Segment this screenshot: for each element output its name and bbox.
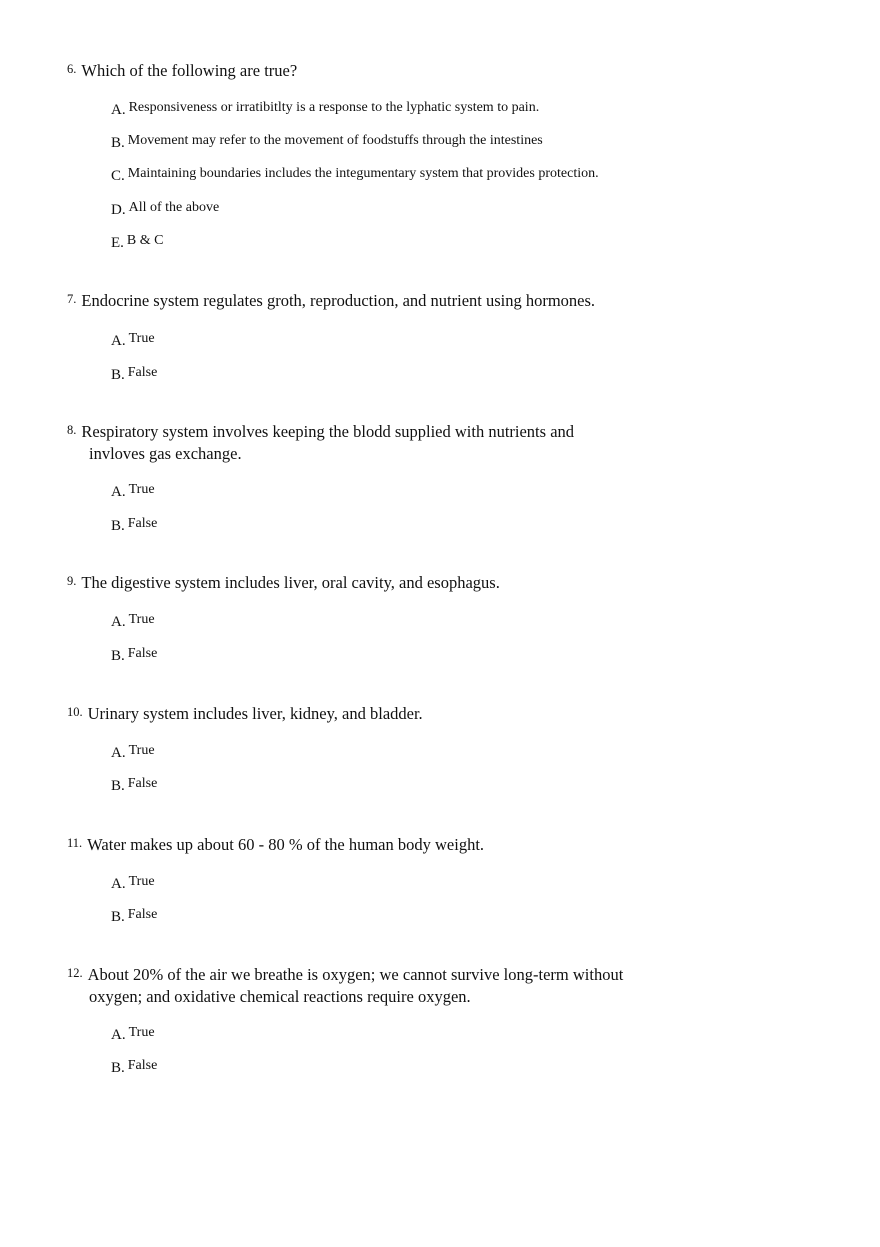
option-a[interactable] [111, 99, 539, 119]
question-number: 9. [67, 574, 77, 588]
question-text: About 20% of the air we breathe is oxygen; we cannot survive long-term without [87, 965, 624, 984]
option-text: All of the above [128, 200, 220, 215]
question-11-stem [67, 832, 707, 856]
option-letter: A. [111, 614, 126, 630]
option-letter: A. [111, 333, 126, 349]
question-number: 10. [67, 705, 83, 719]
question-number: 11. [67, 836, 83, 850]
question-text: Respiratory system involves keeping the blodd supplied with nutrients and [81, 422, 575, 441]
question-7-stem [67, 288, 707, 312]
option-a[interactable] [111, 742, 155, 762]
option-text: False [127, 1058, 158, 1073]
option-letter: B. [111, 367, 125, 383]
option-letter: A. [111, 745, 126, 761]
question-6-stem [67, 58, 707, 82]
option-b[interactable] [111, 364, 157, 384]
option-b[interactable] [111, 132, 543, 152]
option-a[interactable] [111, 1024, 155, 1044]
option-d[interactable] [111, 199, 219, 219]
option-letter: A. [111, 484, 126, 500]
option-text: True [128, 331, 155, 346]
option-letter: A. [111, 102, 126, 118]
option-c[interactable] [111, 165, 599, 185]
question-number: 12. [67, 966, 83, 980]
option-b[interactable] [111, 515, 157, 535]
question-8-stem [67, 419, 707, 465]
option-letter: B. [111, 1060, 125, 1076]
option-letter: E. [111, 235, 124, 251]
option-text: Responsiveness or irratibitlty is a response to the lyphatic system to pain. [128, 100, 540, 115]
option-letter: B. [111, 778, 125, 794]
option-text: True [128, 743, 155, 758]
option-a[interactable] [111, 330, 155, 350]
option-text: False [127, 365, 158, 380]
option-letter: B. [111, 518, 125, 534]
option-text: True [128, 612, 155, 627]
option-letter: B. [111, 648, 125, 664]
question-text: Endocrine system regulates groth, reproduction, and nutrient using hormones. [81, 291, 596, 310]
question-10-stem [67, 701, 707, 725]
question-text: Water makes up about 60 - 80 % of the human body weight. [87, 835, 485, 854]
option-b[interactable] [111, 645, 157, 665]
option-e[interactable] [111, 232, 164, 252]
option-b[interactable] [111, 1057, 157, 1077]
option-text: Movement may refer to the movement of foodstuffs through the intestines [127, 133, 543, 148]
question-text: Which of the following are true? [81, 61, 298, 80]
question-12-stem [67, 962, 707, 1008]
option-b[interactable] [111, 775, 157, 795]
question-text: Urinary system includes liver, kidney, and bladder. [87, 704, 423, 723]
option-a[interactable] [111, 481, 155, 501]
option-text: False [127, 646, 158, 661]
option-letter: A. [111, 876, 126, 892]
option-text: True [128, 874, 155, 889]
option-letter: D. [111, 202, 126, 218]
question-number: 6. [67, 62, 77, 76]
option-letter: C. [111, 168, 125, 184]
option-text: Maintaining boundaries includes the integumentary system that provides protection. [127, 166, 599, 181]
option-text: True [128, 482, 155, 497]
question-text-continued: oxygen; and oxidative chemical reactions require oxygen. [89, 987, 471, 1006]
option-text: False [127, 776, 158, 791]
question-number: 8. [67, 423, 77, 437]
option-letter: B. [111, 909, 125, 925]
option-letter: B. [111, 135, 125, 151]
option-text: False [127, 907, 158, 922]
question-number: 7. [67, 292, 77, 306]
option-text: B & C [126, 233, 164, 248]
option-a[interactable] [111, 611, 155, 631]
option-text: False [127, 516, 158, 531]
option-a[interactable] [111, 873, 155, 893]
option-text: True [128, 1025, 155, 1040]
question-text-continued: invloves gas exchange. [89, 444, 242, 463]
question-text: The digestive system includes liver, oral cavity, and esophagus. [81, 573, 500, 592]
question-9-stem [67, 570, 707, 594]
option-letter: A. [111, 1027, 126, 1043]
option-b[interactable] [111, 906, 157, 926]
